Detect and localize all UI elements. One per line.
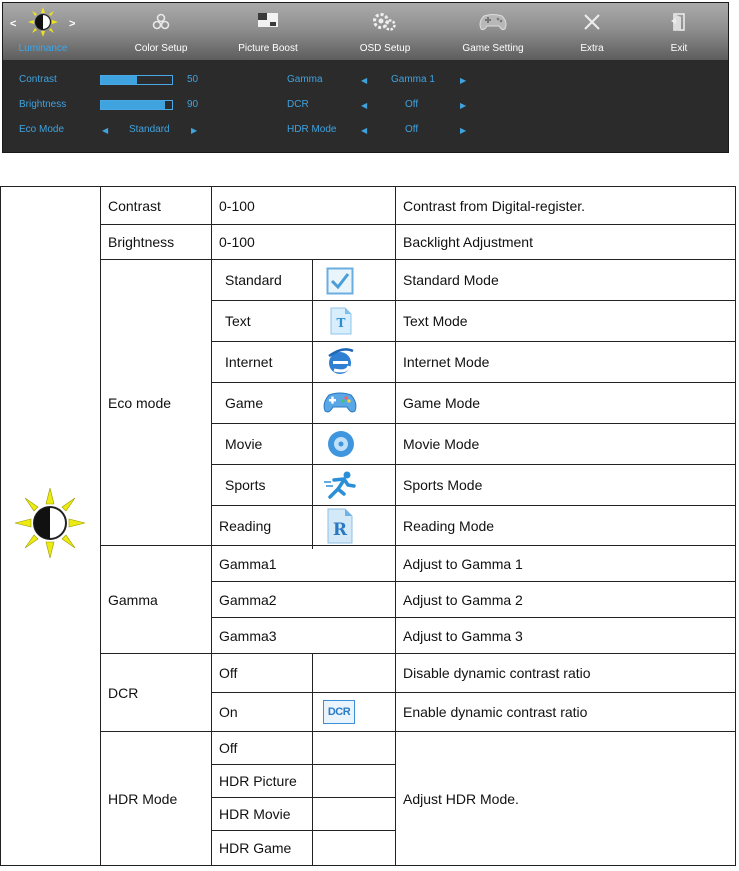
gamma3-label: Gamma3: [219, 627, 277, 644]
tab-label: Color Setup: [134, 43, 188, 54]
exit-icon: [671, 12, 687, 32]
tab-picture-boost[interactable]: [228, 3, 308, 60]
eco-mode-next-icon[interactable]: ▶: [191, 126, 198, 135]
osd-settings-panel: [3, 60, 728, 154]
disc-icon: [327, 429, 355, 459]
hdr-mode-value: Off: [405, 124, 419, 135]
tab-label: Extra: [580, 43, 604, 54]
gamepad-icon: [322, 391, 358, 415]
tab-game-setting[interactable]: [453, 3, 533, 60]
tab-label: OSD Setup: [359, 43, 411, 54]
tab-label: Game Setting: [462, 43, 524, 54]
gamma-prev-icon[interactable]: ◀: [361, 76, 368, 85]
osd-eco-mode-label: Eco Mode: [19, 124, 65, 135]
row-brightness-name: Brightness: [108, 234, 175, 250]
eco-mode-value: Standard: [129, 124, 170, 135]
dcr-on-desc: Enable dynamic contrast ratio: [403, 704, 588, 720]
eco-standard-desc: Standard Mode: [403, 272, 499, 288]
nav-right-icon[interactable]: >: [69, 18, 76, 30]
hdr-off-label: Off: [219, 740, 238, 756]
dcr-prev-icon[interactable]: ◀: [361, 101, 368, 110]
color-setup-icon: [151, 12, 171, 32]
eco-internet-desc: Internet Mode: [403, 354, 490, 370]
osd-dcr-label: DCR: [287, 99, 309, 110]
gamma2-desc: Adjust to Gamma 2: [403, 591, 523, 608]
runner-icon: [322, 470, 358, 500]
osd-gamma-label: Gamma: [287, 74, 323, 85]
text-document-icon: [330, 307, 352, 335]
luminance-sun-icon: [13, 486, 87, 560]
svg-text:T: T: [336, 316, 346, 330]
dcr-group-name: DCR: [108, 684, 139, 701]
internet-explorer-icon: [325, 346, 355, 378]
dcr-on-label: On: [219, 704, 238, 720]
tab-label: Luminance: [18, 43, 68, 54]
tab-color-setup[interactable]: [121, 3, 201, 60]
hdr-movie-label: HDR Movie: [219, 806, 291, 822]
contrast-value: 50: [187, 74, 199, 85]
dcr-next-icon[interactable]: ▶: [460, 101, 467, 110]
tab-luminance[interactable]: [3, 3, 83, 60]
nav-left-icon[interactable]: <: [10, 18, 17, 30]
osd-menu: [2, 2, 729, 153]
eco-mode-prev-icon[interactable]: ◀: [102, 126, 109, 135]
reading-document-icon: [327, 508, 353, 544]
gamepad-icon: [478, 12, 508, 32]
brightness-value: 90: [187, 99, 199, 110]
osd-setup-icon: [372, 12, 398, 32]
gamma3-desc: Adjust to Gamma 3: [403, 627, 523, 644]
hdr-picture-label: HDR Picture: [219, 773, 297, 789]
eco-text-label: Text: [225, 313, 251, 329]
gamma-group-name: Gamma: [108, 591, 158, 608]
eco-reading-label: Reading: [219, 517, 272, 534]
row-contrast-desc: Contrast from Digital-register.: [403, 197, 586, 214]
osd-tab-bar: [3, 3, 728, 60]
eco-game-label: Game: [225, 395, 264, 411]
eco-reading-desc: Reading Mode: [403, 517, 495, 534]
eco-mode-group-name: Eco mode: [108, 394, 172, 411]
hdr-mode-next-icon[interactable]: ▶: [460, 126, 467, 135]
brightness-slider[interactable]: [100, 100, 173, 110]
eco-sports-label: Sports: [225, 477, 266, 493]
gamma-value: Gamma 1: [391, 74, 435, 85]
row-brightness-desc: Backlight Adjustment: [403, 234, 533, 250]
hdr-game-label: HDR Game: [219, 840, 292, 856]
eco-text-desc: Text Mode: [403, 313, 468, 329]
eco-movie-desc: Movie Mode: [403, 436, 480, 452]
contrast-slider-fill: [101, 76, 137, 84]
gamma-next-icon[interactable]: ▶: [460, 76, 467, 85]
tab-exit[interactable]: [639, 3, 719, 60]
picture-boost-icon: [257, 12, 279, 30]
tab-label: Picture Boost: [238, 43, 298, 54]
row-contrast-name: Contrast: [108, 197, 161, 214]
gamma2-label: Gamma2: [219, 591, 277, 608]
eco-sports-desc: Sports Mode: [403, 477, 483, 493]
tab-label: Exit: [670, 43, 688, 54]
row-brightness-range: 0-100: [219, 234, 255, 250]
osd-contrast-label: Contrast: [19, 74, 57, 85]
tab-osd-setup[interactable]: [345, 3, 425, 60]
eco-standard-label: Standard: [225, 272, 282, 288]
dcr-value: Off: [405, 99, 419, 110]
extra-icon: [582, 12, 602, 32]
hdr-mode-desc: Adjust HDR Mode.: [403, 790, 519, 807]
dcr-off-label: Off: [219, 665, 238, 681]
tab-extra[interactable]: [552, 3, 632, 60]
dcr-off-desc: Disable dynamic contrast ratio: [403, 665, 591, 681]
gamma1-desc: Adjust to Gamma 1: [403, 555, 523, 572]
contrast-slider[interactable]: [100, 75, 173, 85]
osd-hdr-mode-label: HDR Mode: [287, 124, 337, 135]
luminance-settings-table: [0, 186, 736, 866]
brightness-slider-fill: [101, 101, 165, 109]
checkmark-icon: [326, 267, 354, 295]
hdr-mode-group-name: HDR Mode: [108, 790, 178, 807]
dcr-icon: DCR: [323, 700, 355, 724]
hdr-mode-prev-icon[interactable]: ◀: [361, 126, 368, 135]
eco-internet-label: Internet: [225, 354, 273, 370]
sun-icon: [28, 7, 58, 37]
gamma1-label: Gamma1: [219, 555, 277, 572]
eco-movie-label: Movie: [225, 436, 263, 452]
osd-brightness-label: Brightness: [19, 99, 67, 110]
row-contrast-range: 0-100: [219, 197, 255, 214]
eco-game-desc: Game Mode: [403, 395, 481, 411]
svg-text:R: R: [332, 520, 348, 540]
